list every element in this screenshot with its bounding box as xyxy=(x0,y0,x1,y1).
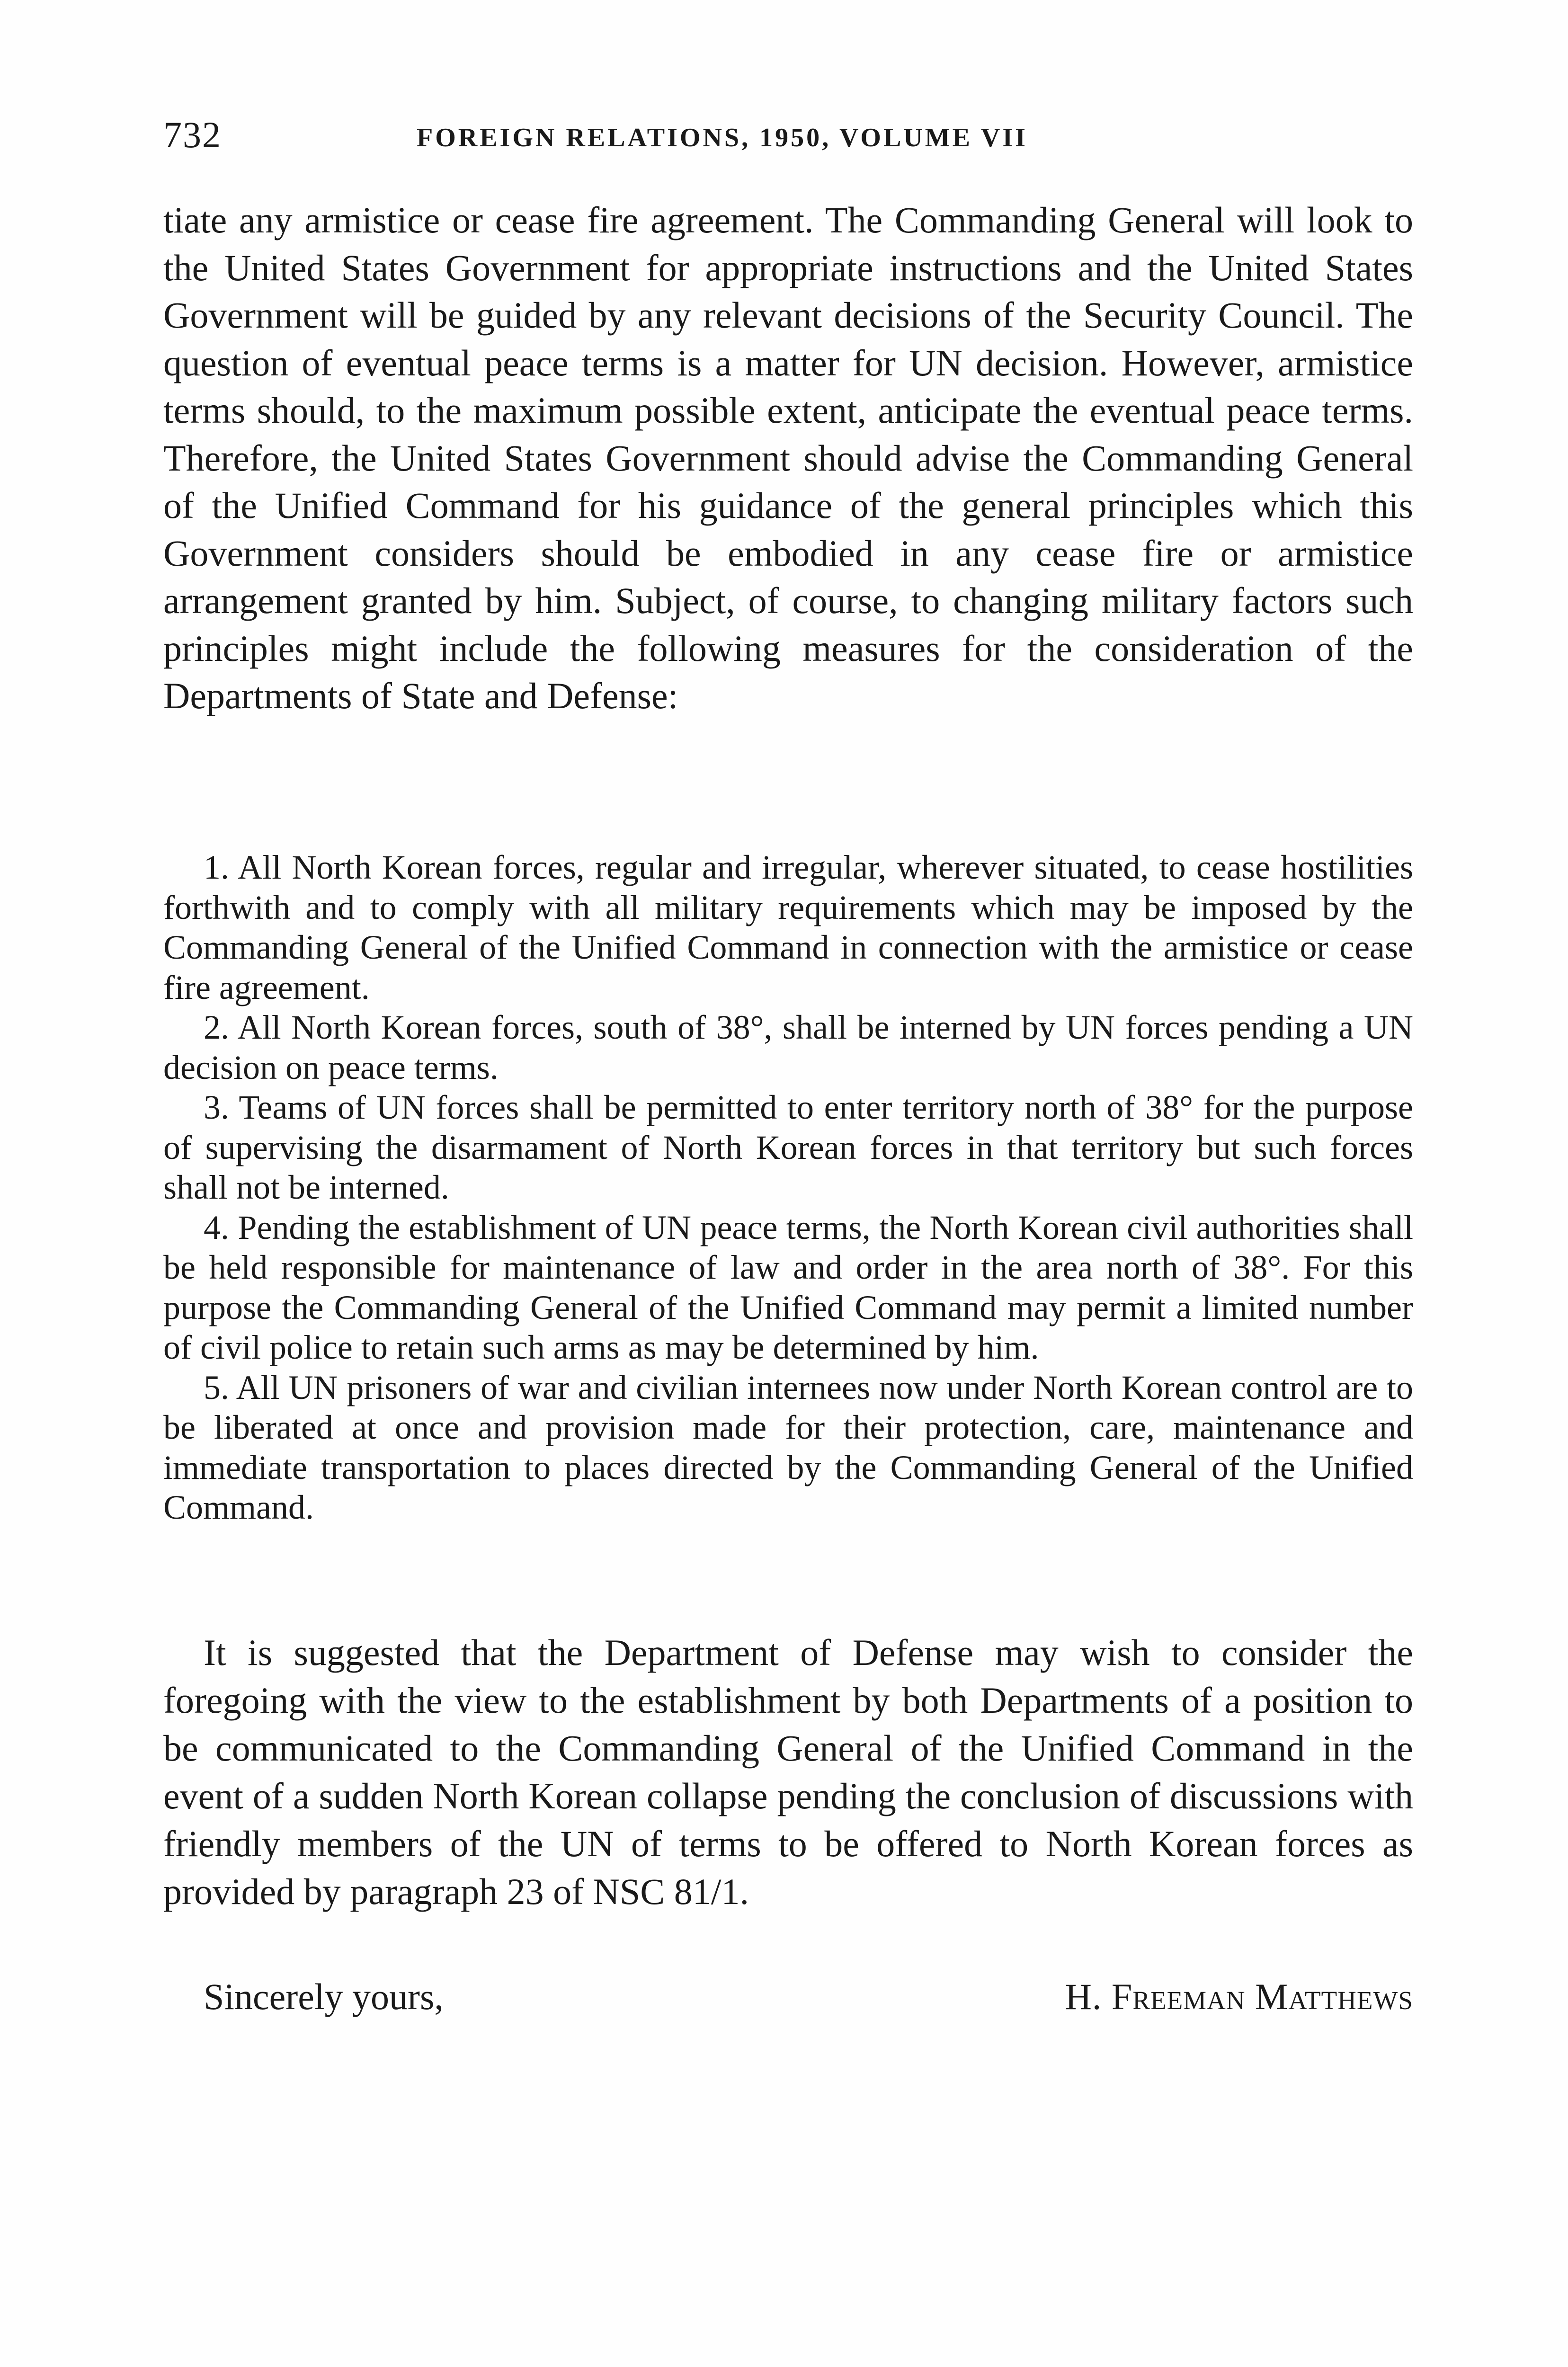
running-header xyxy=(163,111,1413,159)
measure-item-2: 2. All North Korean forces, south of 38°, shall be interned by UN forces pending a UN decision on peace terms. xyxy=(163,1008,1413,1086)
measure-item-3: 3. Teams of UN forces shall be permitted to enter territory north of 38° for the purpose of supervising the disarmament of North Korean forces in that territory but such forces shall not be interned. xyxy=(163,1088,1413,1206)
signature: H. Freeman Matthews xyxy=(1065,1976,1413,2017)
measures-list xyxy=(163,847,1413,1528)
measure-item-1: 1. All North Korean forces, regular and irregular, wherever situated, to cease hostilities forthwith and to comply with all military requirements which may be imposed by the Commanding General of the Unified Command in connection with the armistice or cease fire agreement. xyxy=(163,848,1413,1006)
measure-item-5: 5. All UN prisoners of war and civilian internees now under North Korean control are to be liberated at once and provision made for their protection, care, maintenance and immediate transportation to places directed by the Commanding General of the Unified Command. xyxy=(163,1368,1413,1526)
opening-paragraph: tiate any armistice or cease fire agreement. The Commanding General will look to the United States Government for appropriate instructions and the United States Government will be guided by any relevant decisions of the Security Council. The question of eventual peace terms is a matter for UN decision. However, armistice terms should, to the maximum possible extent, anticipate the eventual peace terms. Therefore, the United States Government should advise the Commanding General of the Unified Command for his guidance of the general principles which this Government considers should be embodied in any cease fire or armistice arrangement granted by him. Subject, of course, to changing military factors such principles might include the following measures for the consideration of the Departments of State and Defense: xyxy=(163,199,1413,716)
measure-item-4: 4. Pending the establishment of UN peace terms, the North Korean civil authorities shall be held responsible for maintenance of law and order in the area north of 38°. For this purpose the Commanding General of the Unified Command may permit a limited number of civil police to retain such arms as may be determined by him. xyxy=(163,1208,1413,1366)
volume-title: FOREIGN RELATIONS, 1950, VOLUME VII xyxy=(417,123,1028,152)
page-number: 732 xyxy=(163,114,222,155)
suggestion-paragraph: It is suggested that the Department of Defense may wish to consider the foregoing with the view to the establishment by both Departments of a position to be communicated to the Commanding General of the Unified Command in the event of a sudden North Korean collapse pending the conclusion of discussions with friendly members of the UN of terms to be offered to North Korean forces as provided by paragraph 23 of NSC 81/1. xyxy=(163,1632,1413,1912)
valediction: Sincerely yours, xyxy=(204,1976,444,2017)
